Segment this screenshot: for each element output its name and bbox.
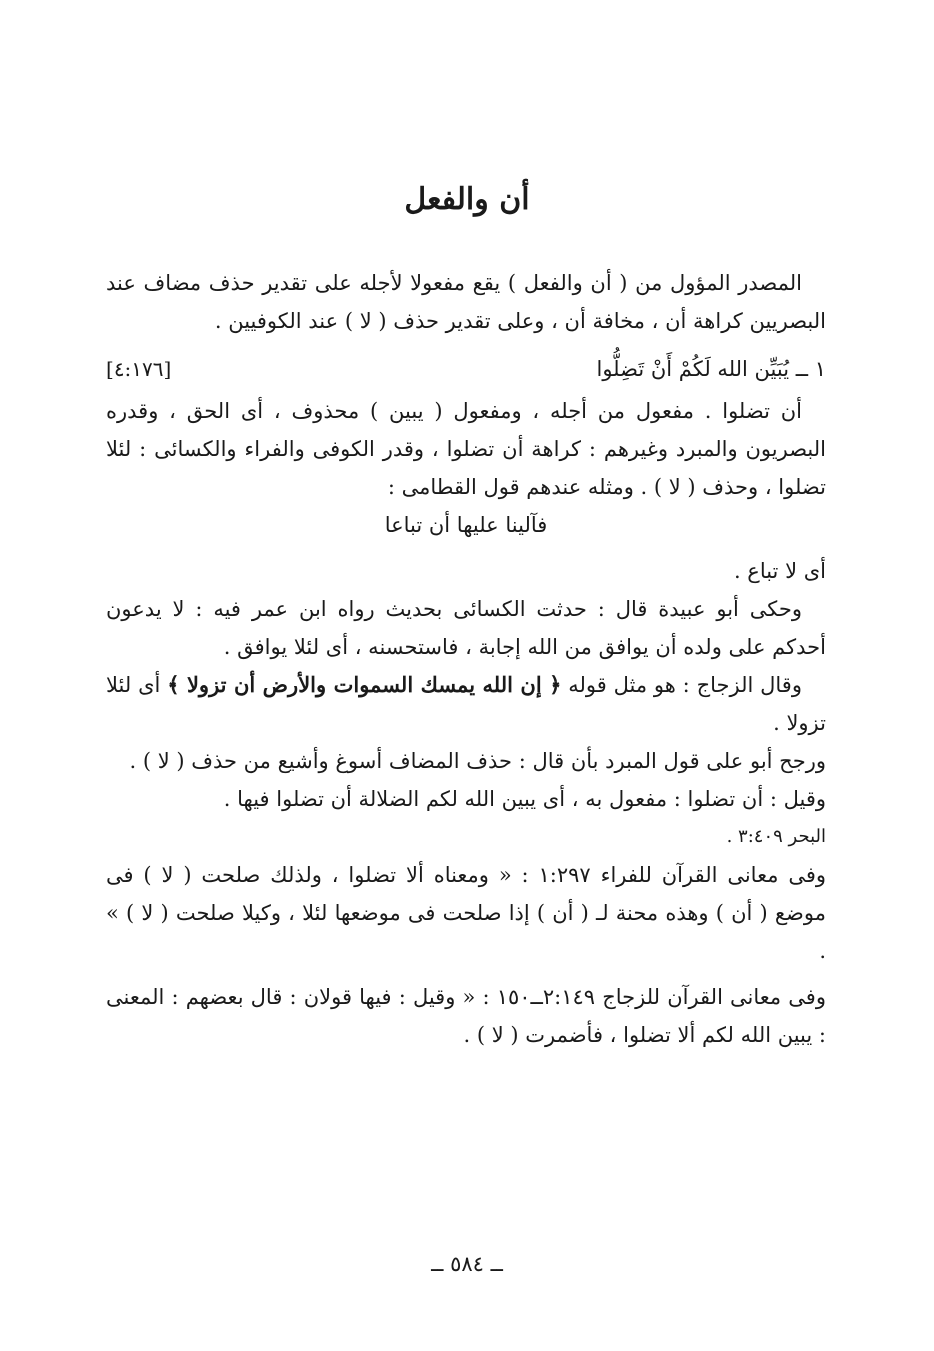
intro-paragraph bbox=[106, 264, 826, 340]
intro-line-1: المصدر المؤول من ( أن والفعل ) يقع مفعولا لأجله على تقدير حذف مضاف bbox=[143, 271, 802, 295]
paragraph-2: أى لا تباع . bbox=[733, 559, 826, 583]
page-number: ــ ٥٨٤ ــ bbox=[431, 1252, 503, 1276]
paragraph-1: أن تضلوا . مفعول من أجله ، ومفعول ( يبين ) محذوف ، أى الحق ، وقدره البصريون والمبرد وغيرهم : كراهة أن تضلوا ، وقدر الكوفى والفراء والكسائى : لئلا تضلوا ، وحذف ( لا ) . ومثله عندهم قول القطامى : bbox=[106, 399, 826, 499]
verse-row bbox=[106, 350, 826, 388]
paragraph-4-prefix: وقال الزجاج : هو مثل قوله bbox=[568, 673, 802, 697]
page-body bbox=[106, 264, 826, 1054]
quran-quote: ﴿ إن الله يمسك السموات والأرض أن تزولا ﴾ bbox=[167, 672, 562, 697]
verse-text: ١ ــ يُبَيِّن الله لَكُمْ أَنْ تَضِلُّوا bbox=[596, 357, 826, 381]
paragraph-6-reference: البحر ٣:٤٠٩ . bbox=[726, 826, 826, 847]
paragraph-4-suffix: أى لئلا تزولا . bbox=[106, 673, 826, 735]
paragraph-7: وفى معانى القرآن للفراء ١:٢٩٧ : « ومعناه ألا تضلوا ، ولذلك صلحت ( لا ) فى موضع ( أن ) وهذه محنة لـ ( أن ) إذا صلحت فى موضعها لئلا ، وكيلا صلحت ( لا ) » . bbox=[106, 863, 827, 963]
paragraph-4 bbox=[106, 666, 826, 742]
paragraph-8: وفى معانى القرآن للزجاج ٢:١٤٩ــ١٥٠ : « وقيل : فيها قولان : قال بعضهم : المعنى : يبين الله لكم ألا تضلوا ، فأضمرت ( لا ) . bbox=[106, 985, 826, 1047]
poem-line: فآلينا عليها أن تباعا bbox=[384, 513, 548, 537]
page-title: أن والفعل bbox=[404, 182, 530, 217]
verse-reference: [٤:١٧٦] bbox=[106, 357, 172, 381]
paragraph-5: ورجح أبو على قول المبرد بأن قال : حذف المضاف أسوغ وأشيع من حذف ( لا ) . bbox=[129, 749, 826, 773]
paragraph-3: وحكى أبو عبيدة قال : حدثت الكسائى بحديث رواه ابن عمر فيه : لا يدعون أحدكم على ولده أن يوافق من الله إجابة ، فاستحسنه ، أى لئلا يوافق . bbox=[106, 597, 826, 659]
paragraph-6: وقيل : أن تضلوا : مفعول به ، أى يبين الله لكم الضلالة أن تضلوا فيها . bbox=[223, 787, 826, 811]
intro-line-2: عند البصريين كراهة أن ، مخافة أن ، وعلى تقدير حذف ( لا ) عند الكوفيين . bbox=[106, 271, 826, 333]
